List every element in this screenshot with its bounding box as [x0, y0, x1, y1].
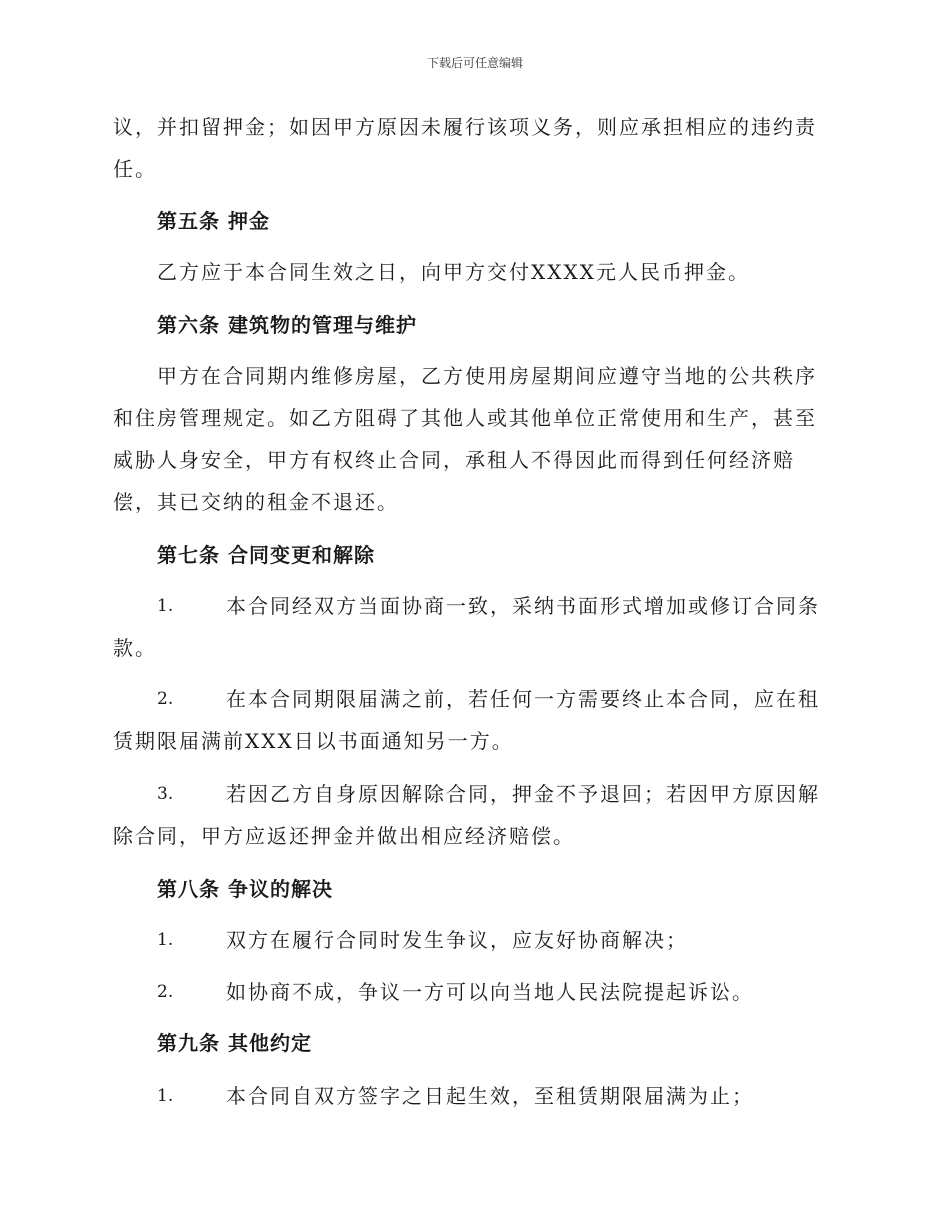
list-item-text: 若因乙方自身原因解除合同，押金不予退回；若因甲方原因解除合同，甲方应返还押金并做出相应经济赔偿。 [113, 782, 820, 848]
list-number: 3. [157, 784, 174, 804]
list-item-text: 本合同经双方当面协商一致，采纳书面形式增加或修订合同条款。 [113, 594, 820, 660]
list-number: 2. [157, 689, 174, 709]
list-number: 2. [157, 982, 174, 1002]
article-6-title: 第六条 建筑物的管理与维护 [157, 313, 417, 337]
list-item-text: 如协商不成，争议一方可以向当地人民法院提起诉讼。 [226, 980, 754, 1004]
article-5-text: 乙方应于本合同生效之日，向甲方交付XXXX元人民币押金。 [157, 260, 750, 284]
article-9-title: 第九条 其他约定 [157, 1031, 312, 1055]
paragraph-continuation: 议，并扣留押金；如因甲方原因未履行该项义务，则应承担相应的违约责任。 [113, 115, 817, 181]
list-item-text: 在本合同期限届满之前，若任何一方需要终止本合同，应在租赁期限届满前XXX日以书面通知另一方。 [113, 687, 820, 753]
list-number: 1. [157, 930, 174, 950]
list-item-text: 本合同自双方签字之日起生效，至租赁期限届满为止； [226, 1084, 754, 1108]
page-header: 下载后可任意编辑 [426, 56, 523, 70]
article-6-text: 甲方在合同期内维修房屋，乙方使用房屋期间应遵守当地的公共秩序和住房管理规定。如乙方阻碍了其他人或其他单位正常使用和生产，甚至威胁人身安全，甲方有权终止合同，承租人不得因此而得到任何经济赔偿，其已交纳的租金不退还。 [113, 364, 817, 514]
list-item-text: 双方在履行合同时发生争议，应友好协商解决； [226, 928, 688, 952]
article-5-title: 第五条 押金 [157, 209, 270, 233]
list-number: 1. [157, 1086, 174, 1106]
article-7-title: 第七条 合同变更和解除 [157, 543, 375, 567]
article-8-title: 第八条 争议的解决 [157, 877, 333, 901]
list-number: 1. [157, 596, 174, 616]
